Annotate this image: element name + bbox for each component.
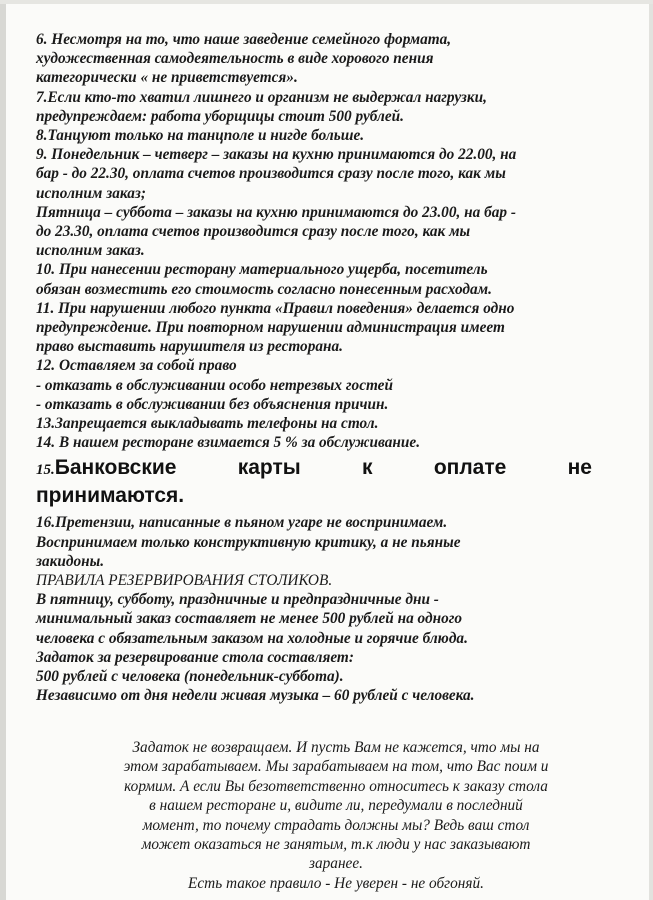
rule-6-line-2: художественная самодеятельность в виде хорового пения — [36, 50, 434, 68]
rule-9b-line-3: исполним заказ. — [36, 242, 145, 260]
rule-15-line-1 — [36, 455, 592, 483]
rule-12-line-2: - отказать в обслуживании особо нетрезвых гостей — [36, 376, 393, 394]
reservation-line-1: В пятницу, субботу, праздничные и предпраздничные дни - — [36, 591, 439, 609]
rule-9b-line-2: до 23.30, оплата счетов производится сразу после того, как мы — [36, 223, 471, 241]
rule-6-line-3: категорически « не приветствуется». — [36, 69, 298, 87]
rule-16-line-1: 16.Претензии, написанные в пьяном угаре не воспринимаем. — [36, 514, 448, 532]
closing-line-8: Есть такое правило - Не уверен - не обгоняй. — [188, 874, 484, 892]
rule-11-line-2: предупреждение. При повторном нарушении администрация имеет — [36, 319, 505, 337]
rule-15-word-4: оплате — [433, 456, 507, 480]
rule-14-line-1: 14. В нашем ресторане взимается 5 % за обслуживание. — [36, 434, 421, 452]
rule-13-line-1: 13.Запрещается выкладывать телефоны на стол. — [36, 415, 379, 433]
rule-9b-line-1: Пятница – суббота – заказы на кухню принимаются до 23.00, на бар - — [36, 203, 516, 221]
rule-9-line-1: 9. Понедельник – четверг – заказы на кухню принимаются до 22.00, на — [36, 146, 517, 164]
scan-edge-left — [0, 0, 6, 900]
closing-line-4: в нашем ресторане и, видите ли, передумали в последний — [149, 797, 523, 815]
closing-line-2: этом зарабатываем. Мы зарабатываем на том, что Вас поим и — [123, 758, 549, 776]
reservation-title: ПРАВИЛА РЕЗЕРВИРОВАНИЯ СТОЛИКОВ. — [36, 572, 333, 590]
rule-10-line-1: 10. При нанесении ресторану материального ущерба, посетитель — [36, 261, 488, 279]
reservation-line-4: Задаток за резервирование стола составляет: — [36, 648, 354, 666]
scan-edge-top — [0, 0, 653, 4]
closing-line-7: заранее. — [309, 855, 363, 873]
scan-edge-right — [649, 0, 653, 900]
rule-15-line-2: принимаются. — [36, 484, 185, 508]
rule-10-line-2: обязан возместить его стоимость согласно понесенным расходам. — [36, 280, 492, 298]
rule-6-line-1: 6. Несмотря на то, что наше заведение семейного формата, — [36, 31, 452, 48]
rule-7-line-1: 7.Если кто-то хватил лишнего и организм не выдержал нагрузки, — [36, 88, 487, 106]
rule-16-line-3: закидоны. — [36, 552, 105, 570]
rule-11-line-1: 11. При нарушении любого пункта «Правил поведения» делается одно — [36, 299, 515, 317]
rule-15-word-3: к — [362, 456, 373, 480]
rule-16-line-2: Воспринимаем только конструктивную критику, а не пьяные — [36, 533, 461, 551]
rule-9-line-3: исполним заказ; — [36, 184, 146, 202]
closing-line-5: момент, то почему страдать должны мы? Ведь ваш стол — [142, 816, 530, 834]
rule-9-line-2: бар - до 22.30, оплата счетов производится сразу после того, как мы — [36, 165, 506, 183]
rule-15-word-2: карты — [237, 456, 301, 480]
closing-line-3: кормим. А если Вы безответственно относитесь к заказу стола — [124, 777, 548, 795]
rule-12-line-3: - отказать в обслуживании без объяснения причин. — [36, 395, 389, 413]
rule-15-number: 15. — [36, 462, 55, 479]
rule-15-word-5: не — [567, 456, 592, 480]
rule-15-word-1: Банковские — [54, 456, 177, 480]
reservation-line-6: Независимо от дня недели живая музыка – 60 рублей с человека. — [36, 687, 475, 705]
closing-line-6: может оказаться не занятым, т.к люди у нас заказывают — [141, 836, 531, 854]
closing-line-1: Задаток не возвращаем. И пусть Вам не кажется, что мы на — [132, 739, 540, 756]
closing-paragraph — [96, 738, 576, 893]
reservation-line-3: человека с обязательным заказом на холодные и горячие блюда. — [36, 629, 468, 647]
rule-12-line-1: 12. Оставляем за собой право — [36, 357, 237, 375]
rules-text — [36, 30, 592, 706]
reservation-line-5: 500 рублей с человека (понедельник-суббота). — [36, 668, 344, 686]
rule-7-line-2: предупреждаем: работа уборщицы стоит 500 рублей. — [36, 107, 404, 125]
rule-8-line-1: 8.Танцуют только на танцполе и нигде больше. — [36, 127, 365, 145]
rule-11-line-3: право выставить нарушителя из ресторана. — [36, 338, 343, 356]
reservation-line-2: минимальный заказ составляет не менее 500 рублей на одного — [36, 610, 463, 628]
